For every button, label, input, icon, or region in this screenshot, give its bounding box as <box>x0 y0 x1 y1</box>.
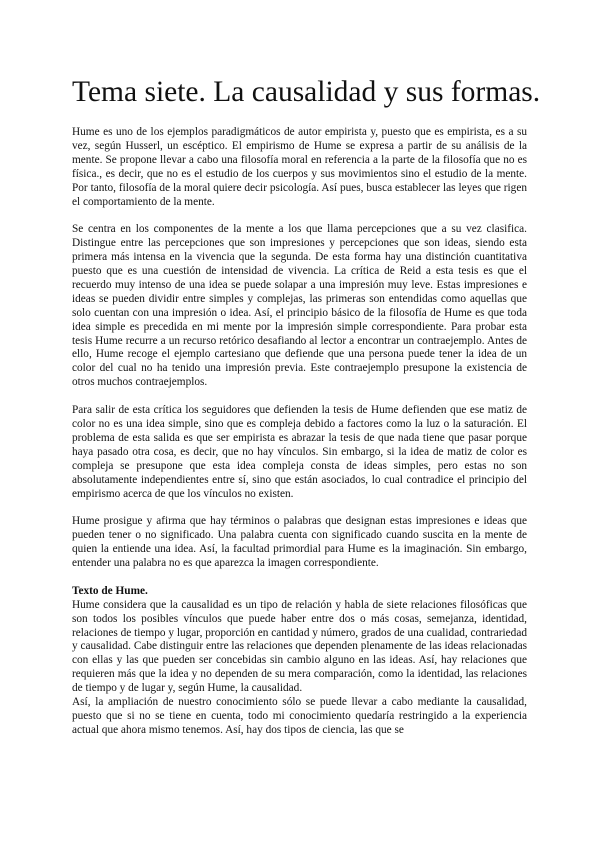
paragraph-1: Hume es uno de los ejemplos paradigmáticos de autor empirista y, puesto que es empirista, es a su vez, según Husserl, un escéptico. El empirismo de Hume se expresa a partir de su análisis de la mente. Se propone llevar a cabo una filosofía moral en referencia a la parte de la filosofía que no es física., es decir, que no es el estudio de los cuerpos y sus movimientos sino el estudio de la mente. Por tanto, filosofía de la moral quiere decir psicología. Así pues, busca establecer las leyes que rigen el comportamiento de la mente. <box>72 126 527 208</box>
section-paragraph-2: Así, la ampliación de nuestro conocimiento sólo se puede llevar a cabo mediante la causalidad, puesto que si no se tiene en cuenta, todo mi conocimiento quedaría restringido a la experiencia actual que ahora mismo tenemos. Así, hay dos tipos de ciencia, las que se <box>72 696 527 736</box>
paragraph-3: Para salir de esta crítica los seguidores que defienden la tesis de Hume defienden que ese matiz de color no es una idea simple, sino que es compleja debido a factores como la luz o la saturación. El problema de esta salida es que ser empirista es abrazar la tesis de que nada tiene que pasar porque haya pasado otra cosa, es decir, que no hay vínculos. Sin embargo, si la idea de matiz de color es compleja se presupone que esta idea compleja consta de ideas simples, pero estas no son absolutamente independientes entre sí, sino que están asociados, lo cual contradice el principio del empirismo acerca de que los vínculos no existen. <box>72 404 527 500</box>
section-paragraph-1: Hume considera que la causalidad es un tipo de relación y habla de siete relaciones filosóficas que son todos los posibles vínculos que puede haber entre dos o más cosas, semejanza, identidad, relaciones de tiempo y lugar, proporción en cantidad y número, grados de una cualidad, contrariedad y causalidad. Cabe distinguir entre las relaciones que dependen plenamente de las ideas relacionadas con ellas y las que pueden ser concebidas sin cambio alguno en las ideas. Así, hay relaciones que requieren más que la idea y no dependen de su mera comparación, como la identidad, las relaciones de tiempo y de lugar y, según Hume, la causalidad. <box>72 598 527 695</box>
paragraph-2: Se centra en los componentes de la mente a los que llama percepciones que a su vez clasifica. Distingue entre las percepciones que son impresiones y percepciones que son ideas, siendo esta primera más intensa en la vivencia que la segunda. De esta forma hay una distinción cuantitativa puesto que es una cuestión de intensidad de vivencia. La crítica de Reid a esta tesis es que el recuerdo muy intenso de una idea se puede solapar a una impresión muy leve. Estas impresiones e ideas se pueden dividir entre simples y complejas, las primeras son entendidas como aquellas que solo cuentan con una impresión o idea. Así, el principio básico de la filosofía de Hume es que toda idea simple es precedida en mi mente por la impresión simple correspondiente. Para probar esta tesis Hume recurre a un recurso retórico desafiando al lector a encontrar un contraejemplo. Antes de ello, Hume recoge el ejemplo cartesiano que defiende que una persona puede tener la idea de un color del cual no ha tenido una impresión previa. Este contraejemplo presupone la existencia de otros muchos contraejemplos. <box>72 223 527 389</box>
paragraph-4: Hume prosigue y afirma que hay términos o palabras que designan estas impresiones e ideas que pueden tener o no significado. Una palabra cuenta con significado cuando suscita en la mente de quien la entiende una idea. Así, la facultad primordial para Hume es la imaginación. Sin embargo, entender una palabra no es que aparezca la imagen correspondiente. <box>72 515 527 570</box>
page-title: Tema siete. La causalidad y sus formas. <box>72 76 541 108</box>
section-heading: Texto de Hume. <box>72 584 148 597</box>
document-body <box>72 126 527 738</box>
